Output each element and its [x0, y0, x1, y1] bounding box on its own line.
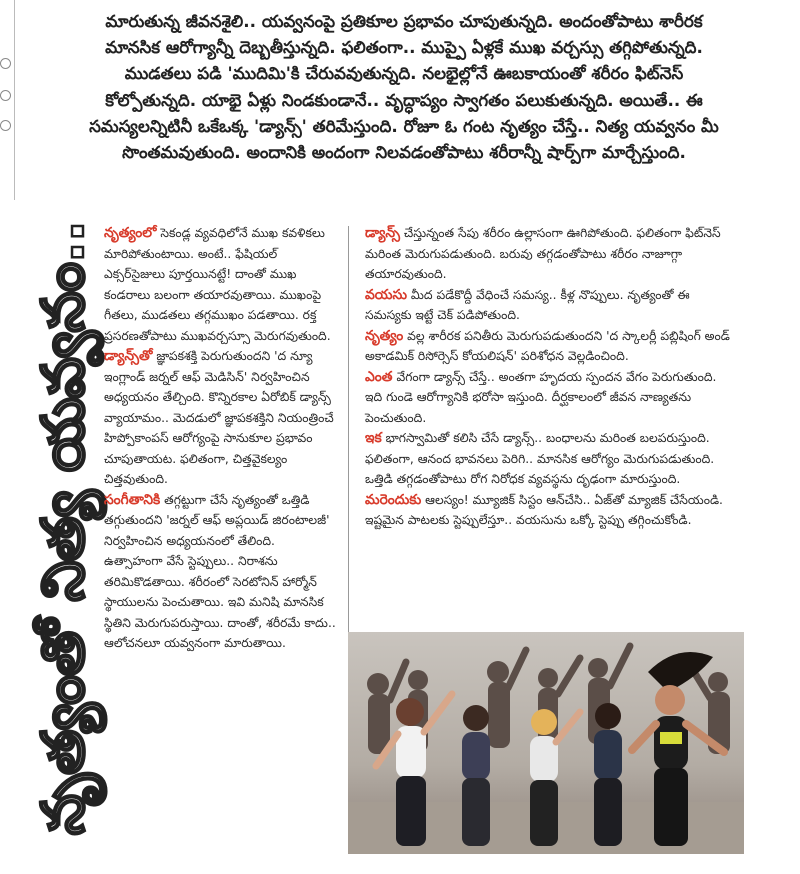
paragraph-text: సెకండ్ల వ్యవధిలోనే ముఖ కవళికలు మారిపోతుంటాయి. అంటే.. ఫేషియల్ ఎక్సర్‌సైజులు పూర్తయినట్టే! దాంతో ముఖ కండరాలు బలంగా తయారవుతాయి. ముఖంపై గీతలు, ముడతలు తగ్గముఖం పడతాయి. రక్త ప్రసరణతోపాటు ముఖవర్చస్సూ మెరుగవుతుంది.: [104, 226, 331, 343]
paragraph-lead: ఇక: [365, 430, 382, 446]
paragraph-text: భాగస్వామితో కలిసి చేసే డ్యాన్స్.. బంధాలను మరింత బలపరుస్తుంది. ఫలితంగా, ఆనంద భావనలు పెరిగి.. మానసిక ఆరోగ్యం మెరుగుపడుతుంది. ఒత్తిడి తగ్గడంతోపాటు రోగ నిరోధక వ్యవస్థను దృఢంగా మారుస్తుంది.: [365, 431, 715, 486]
paragraph: [365, 428, 737, 490]
intro-line: మానసిక ఆరోగ్యాన్నీ దెబ్బతీస్తున్నది. ఫలితంగా.. ముప్పై ఏళ్లకే ముఖ వర్చస్సు తగ్గిపోతున్నది.: [105, 37, 703, 58]
article-headline: నృత్యంతో నిత్య యవ్వనం..: [29, 221, 97, 835]
dance-class-photo: [348, 632, 744, 854]
paragraph: [365, 285, 737, 326]
intro-paragraph: [28, 8, 780, 165]
paragraph-lead: డ్యాన్స్‌తో: [104, 348, 153, 364]
paragraph-text: జ్ఞాపకశక్తి పెరుగుతుందని 'ద న్యూ ఇంగ్లాండ్ జర్నల్ ఆఫ్ మెడిసిన్' నిర్వహించిన అధ్యయనం తేల్చింది. కొన్నిరకాల ఏరోబిక్ డ్యాన్స్ వ్యాయామం.. మెదడులో జ్ఞాపకశక్తిని నియంత్రించే హిప్పోకాంపస్ ఆరోగ్యంపై సానుకూల ప్రభావం చూపుతాయట. ఫలితంగా, చిత్తవైకల్యం చిత్తవుతుంది.: [104, 349, 334, 486]
paragraph: [104, 346, 336, 490]
paragraph-text: మీద పడేకొద్దీ వేధించే సమస్య.. కీళ్ల నొప్పులు. నృత్యంతో ఈ సమస్యకు ఇట్టే చెక్ పడిపోతుంది.: [365, 287, 690, 322]
paragraph-text: ఆలస్యం! మ్యూజిక్ సిస్టం ఆన్‌చేసి.. ఏజ్‌తో మ్యాజిక్ చేసేయండి. ఇష్టమైన పాటలకు స్టెప్పులేస్తూ.. వయసును ఒక్కో స్టెప్పు తగ్గించుకోండి.: [365, 492, 723, 527]
paragraph-text: వేగంగా డ్యాన్స్ చేస్తే.. అంతగా హృదయ స్పందన వేగం పెరుగుతుంది. ఇది గుండె ఆరోగ్యానికి భరోసా ఇస్తుంది. దీర్ఘకాలంలో జీవన నాణ్యతను పెంచుతుంది.: [365, 369, 717, 425]
paragraph: [365, 223, 737, 285]
intro-line: కోల్పోతున్నది. యాభై ఏళ్లు నిండకుండానే.. వృద్ధాప్యం స్వాగతం పలుకుతున్నది. అయితే.. ఈ: [105, 89, 703, 110]
paragraph-lead: నృత్యంలో: [104, 225, 157, 241]
paragraph: [365, 367, 737, 429]
paragraph-lead: డ్యాన్స్: [365, 225, 401, 241]
paragraph-text: వల్ల శారీరక పనితీరు మెరుగుపడుతుందని 'ద స్కాలర్లీ పబ్లిషింగ్ అండ్ అకాడమిక్ రిసోర్సెస్ కోయలిషన్' పరిశోధన వెల్లడించింది.: [365, 328, 730, 363]
paragraph: [365, 490, 737, 531]
ring-icon: [0, 58, 11, 69]
intro-line: సొంతమవుతుంది. అందానికి అందంగా నిలవడంతోపాటు శరీరాన్నీ షార్ప్‌గా మార్చేస్తుంది.: [122, 142, 686, 163]
column-left: [104, 223, 336, 654]
paragraph: [104, 223, 336, 346]
intro-line: మారుతున్న జీవనశైలి.. యవ్వనంపై ప్రతికూల ప్రభావం చూపుతున్నది. అందంతోపాటు శారీరక: [105, 11, 703, 31]
paragraph-lead: సంగీతానికి: [104, 491, 161, 508]
binder-rings: [0, 0, 18, 200]
ring-icon: [0, 90, 11, 101]
intro-line: ముడతలు పడి 'ముదిమి'కి చేరువవుతున్నది. నలభైల్లోనే ఊబకాయంతో శరీరం ఫిట్‌నెస్: [124, 63, 684, 84]
ring-icon: [0, 120, 11, 131]
paragraph-lead: నృత్యం: [365, 327, 404, 344]
paragraph: [365, 326, 737, 367]
dance-photo-illustration: [348, 632, 744, 854]
paragraph-lead: వయసు: [365, 286, 408, 303]
paragraph-lead: మరెందుకు: [365, 491, 422, 508]
column-right: [365, 223, 737, 531]
intro-line: సమస్యలన్నిటినీ ఒకేఒక్క 'డ్యాన్స్' తరిమేస్తుంది. రోజూ ఓ గంట నృత్యం చేస్తే.. నిత్య యవ్వనం మీ: [89, 115, 719, 136]
paragraph: [104, 490, 336, 654]
paragraph-text: తగ్గట్టుగా చేసే నృత్యంతో ఒత్తిడి తగ్గుతుందని 'జర్నల్ ఆఫ్ అప్లయిడ్ జిరంటాలజీ' నిర్వహించిన అధ్యయనంలో తేలింది. ఉత్సాహంగా వేసే స్టెప్పులు.. నిరాశను తరిమికొడతాయి. శరీరంలో సెరటోనిన్ హార్మోన్ స్థాయులను పెంచుతాయి. ఇవి మనిషి మానసిక స్థితిని మెరుగుపరుస్తాయి. దాంతో, శరీరమే కాదు.. ఆలోచనలూ యవ్వనంగా మారుతాయి.: [104, 492, 336, 650]
margin-line: [14, 0, 15, 200]
paragraph-lead: ఎంత: [365, 368, 393, 385]
paragraph-text: చేస్తున్నంత సేపు శరీరం ఉల్లాసంగా ఊగిపోతుంది. ఫలితంగా ఫిట్‌నెస్ మరింత మెరుగుపడుతుంది. బరువు తగ్గడంతోపాటు శరీరం నాజూగ్గా తయారవుతుంది.: [365, 226, 721, 281]
